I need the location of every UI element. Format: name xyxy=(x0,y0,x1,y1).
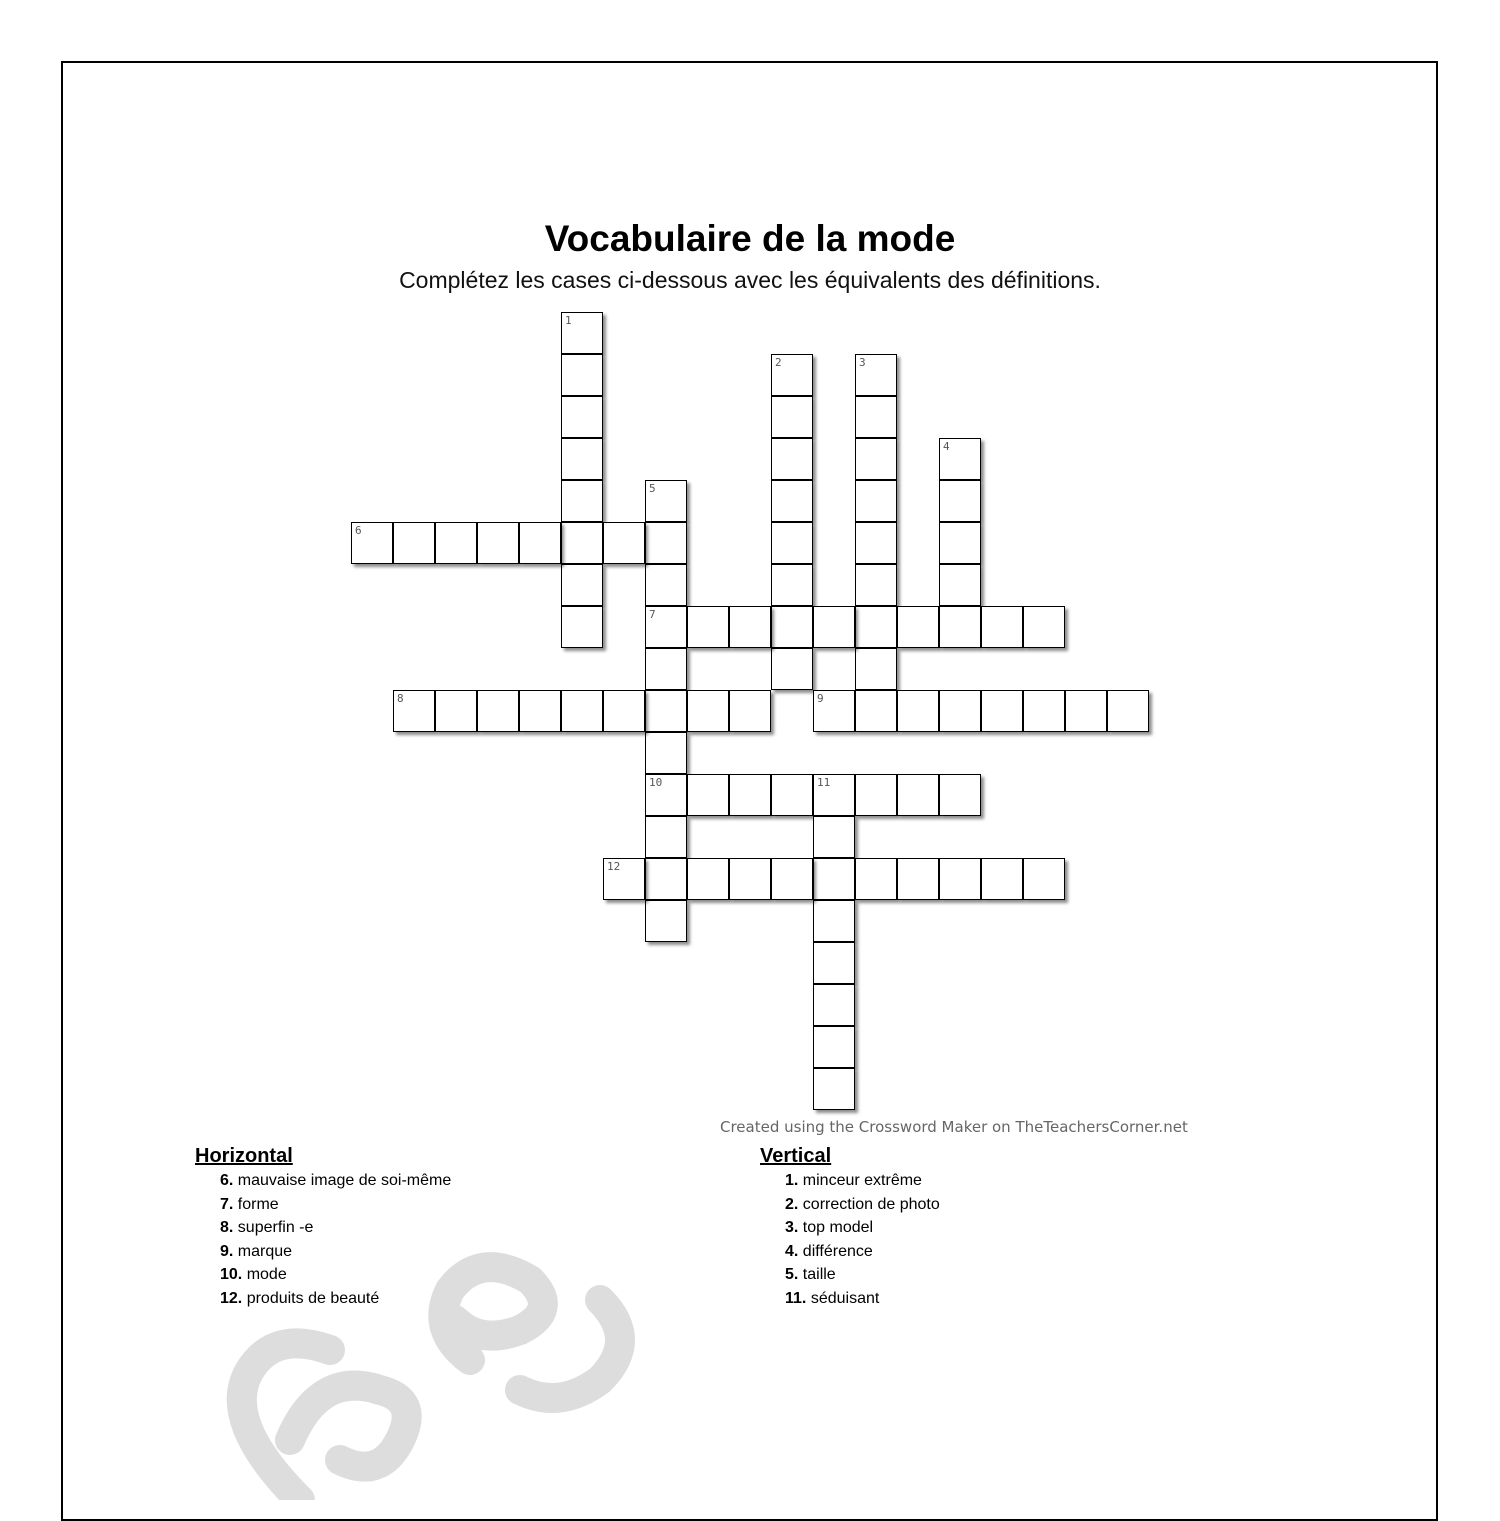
clues-vertical-heading: Vertical xyxy=(760,1145,832,1167)
clue-number: 4. xyxy=(785,1242,799,1260)
crossword-cell[interactable] xyxy=(561,690,603,732)
crossword-cell[interactable] xyxy=(939,690,981,732)
clue-number: 6. xyxy=(220,1172,234,1189)
crossword-cell[interactable] xyxy=(981,690,1023,732)
crossword-cell[interactable] xyxy=(645,690,687,732)
clue-item xyxy=(785,1169,940,1193)
clue-text: taille xyxy=(802,1266,836,1283)
crossword-cell[interactable] xyxy=(687,774,729,816)
clue-item xyxy=(785,1216,940,1240)
clue-number: 10. xyxy=(220,1266,243,1283)
cell-number: 4 xyxy=(943,440,950,453)
crossword-cell[interactable] xyxy=(645,480,687,522)
clue-number: 8. xyxy=(220,1219,234,1236)
clues-horizontal-heading: Horizontal xyxy=(195,1145,293,1167)
clue-number: 2. xyxy=(785,1195,799,1213)
crossword-cell[interactable] xyxy=(477,690,519,732)
clue-text: produits de beauté xyxy=(246,1289,380,1307)
clue-text: superfin -e xyxy=(237,1219,314,1236)
cell-number: 1 xyxy=(565,314,572,327)
crossword-cell[interactable] xyxy=(561,564,603,606)
crossword-cell[interactable] xyxy=(939,564,981,606)
crossword-cell[interactable] xyxy=(687,690,729,732)
crossword-cell[interactable] xyxy=(561,522,603,564)
clue-text: top model xyxy=(802,1219,874,1236)
crossword-cell[interactable] xyxy=(477,522,519,564)
clue-number: 5. xyxy=(785,1266,799,1283)
crossword-cell[interactable] xyxy=(855,606,897,648)
crossword-cell[interactable] xyxy=(813,900,855,942)
clue-item xyxy=(785,1263,940,1287)
clue-item xyxy=(785,1193,940,1217)
crossword-cell[interactable] xyxy=(393,522,435,564)
clue-text: mauvaise image de soi-même xyxy=(237,1172,452,1189)
crossword-cell[interactable] xyxy=(729,858,771,900)
crossword-cell[interactable] xyxy=(1065,690,1107,732)
clue-text: forme xyxy=(237,1195,279,1213)
clue-text: marque xyxy=(237,1242,293,1260)
crossword-cell[interactable] xyxy=(813,984,855,1026)
crossword-cell[interactable] xyxy=(897,858,939,900)
clues-vertical xyxy=(760,1143,940,1310)
crossword-cell[interactable] xyxy=(813,942,855,984)
crossword-cell[interactable] xyxy=(435,690,477,732)
crossword-cell[interactable] xyxy=(435,522,477,564)
crossword-cell[interactable] xyxy=(645,774,687,816)
crossword-cell[interactable] xyxy=(939,774,981,816)
cell-number: 8 xyxy=(397,692,404,705)
crossword-cell[interactable] xyxy=(813,1068,855,1110)
crossword-cell[interactable] xyxy=(855,690,897,732)
crossword-cell[interactable] xyxy=(645,564,687,606)
clue-text: minceur extrême xyxy=(802,1172,922,1189)
crossword-cell[interactable] xyxy=(855,438,897,480)
clue-item xyxy=(220,1240,451,1264)
crossword-cell[interactable] xyxy=(855,354,897,396)
crossword-cell[interactable] xyxy=(1023,606,1065,648)
crossword-cell[interactable] xyxy=(603,522,645,564)
cell-number: 6 xyxy=(355,524,362,537)
clue-item xyxy=(220,1287,451,1311)
cell-number: 9 xyxy=(817,692,824,705)
crossword-cell[interactable] xyxy=(981,858,1023,900)
crossword-cell[interactable] xyxy=(771,606,813,648)
crossword-cell[interactable] xyxy=(603,858,645,900)
crossword-cell[interactable] xyxy=(771,564,813,606)
crossword-cell[interactable] xyxy=(603,690,645,732)
crossword-cell[interactable] xyxy=(855,480,897,522)
crossword-cell[interactable] xyxy=(813,690,855,732)
cell-number: 7 xyxy=(649,608,656,621)
crossword-cell[interactable] xyxy=(897,690,939,732)
crossword-cell[interactable] xyxy=(939,438,981,480)
crossword-cell[interactable] xyxy=(645,522,687,564)
clue-number: 7. xyxy=(220,1195,234,1213)
crossword-cell[interactable] xyxy=(645,816,687,858)
crossword-cell[interactable] xyxy=(561,480,603,522)
crossword-cell[interactable] xyxy=(981,606,1023,648)
crossword-cell[interactable] xyxy=(855,648,897,690)
crossword-cell[interactable] xyxy=(729,606,771,648)
crossword-cell[interactable] xyxy=(1107,690,1149,732)
crossword-cell[interactable] xyxy=(519,522,561,564)
crossword-cell[interactable] xyxy=(645,900,687,942)
crossword-cell[interactable] xyxy=(645,732,687,774)
clues-horizontal-list xyxy=(195,1169,451,1310)
clue-text: différence xyxy=(802,1242,873,1260)
crossword-cell[interactable] xyxy=(393,690,435,732)
crossword-cell[interactable] xyxy=(351,522,393,564)
clue-item xyxy=(220,1193,451,1217)
clue-item xyxy=(785,1287,940,1311)
crossword-cell[interactable] xyxy=(561,438,603,480)
clue-text: séduisant xyxy=(810,1289,880,1307)
page-subtitle: Complétez les cases ci-dessous avec les équivalents des définitions. xyxy=(399,267,1101,293)
crossword-cell[interactable] xyxy=(771,396,813,438)
clue-number: 11. xyxy=(785,1289,807,1307)
crossword-cell[interactable] xyxy=(1023,690,1065,732)
cell-number: 12 xyxy=(607,860,621,873)
cell-number: 3 xyxy=(859,356,866,369)
clue-number: 3. xyxy=(785,1219,799,1236)
crossword-cell[interactable] xyxy=(897,606,939,648)
crossword-cell[interactable] xyxy=(519,690,561,732)
crossword-cell[interactable] xyxy=(687,858,729,900)
clue-item xyxy=(220,1169,451,1193)
crossword-cell[interactable] xyxy=(813,1026,855,1068)
crossword-cell[interactable] xyxy=(771,480,813,522)
crossword-cell[interactable] xyxy=(645,858,687,900)
crossword-cell[interactable] xyxy=(771,858,813,900)
crossword-cell[interactable] xyxy=(561,354,603,396)
crossword-cell[interactable] xyxy=(729,690,771,732)
crossword-cell[interactable] xyxy=(687,606,729,648)
crossword-cell[interactable] xyxy=(771,354,813,396)
crossword-cell[interactable] xyxy=(939,606,981,648)
clue-item xyxy=(220,1216,451,1240)
cell-number: 10 xyxy=(649,776,663,789)
crossword-cell[interactable] xyxy=(645,648,687,690)
clues-horizontal xyxy=(195,1143,451,1310)
crossword-cell[interactable] xyxy=(855,858,897,900)
clue-item xyxy=(220,1263,451,1287)
crossword-cell[interactable] xyxy=(939,480,981,522)
crossword-cell[interactable] xyxy=(561,396,603,438)
crossword-cell[interactable] xyxy=(939,858,981,900)
crossword-cell[interactable] xyxy=(855,522,897,564)
credit-line: Created using the Crossword Maker on TheTeachersCorner.net xyxy=(720,1118,1188,1136)
crossword-cell[interactable] xyxy=(729,774,771,816)
crossword-cell[interactable] xyxy=(645,606,687,648)
crossword-cell[interactable] xyxy=(855,396,897,438)
crossword-cell[interactable] xyxy=(855,774,897,816)
clue-text: correction de photo xyxy=(802,1195,940,1213)
page-title: Vocabulaire de la mode xyxy=(544,218,956,259)
clue-number: 1. xyxy=(785,1172,799,1189)
crossword-cell[interactable] xyxy=(897,774,939,816)
crossword-cell[interactable] xyxy=(813,816,855,858)
crossword-cell[interactable] xyxy=(813,774,855,816)
clue-number: 12. xyxy=(220,1289,243,1307)
crossword-cell[interactable] xyxy=(939,522,981,564)
cell-number: 11 xyxy=(817,776,831,789)
crossword-cell[interactable] xyxy=(771,438,813,480)
crossword-cell[interactable] xyxy=(1023,858,1065,900)
crossword-cell[interactable] xyxy=(561,312,603,354)
crossword-cell[interactable] xyxy=(855,564,897,606)
clues-vertical-list xyxy=(760,1169,940,1310)
clue-number: 9. xyxy=(220,1242,234,1260)
cell-number: 5 xyxy=(649,482,656,495)
clue-text: mode xyxy=(246,1266,287,1283)
crossword-cell[interactable] xyxy=(561,606,603,648)
crossword-cell[interactable] xyxy=(813,606,855,648)
crossword-cell[interactable] xyxy=(813,858,855,900)
crossword-cell[interactable] xyxy=(771,774,813,816)
clue-item xyxy=(785,1240,940,1264)
cell-number: 2 xyxy=(775,356,782,369)
crossword-cell[interactable] xyxy=(771,522,813,564)
crossword-cell[interactable] xyxy=(771,648,813,690)
